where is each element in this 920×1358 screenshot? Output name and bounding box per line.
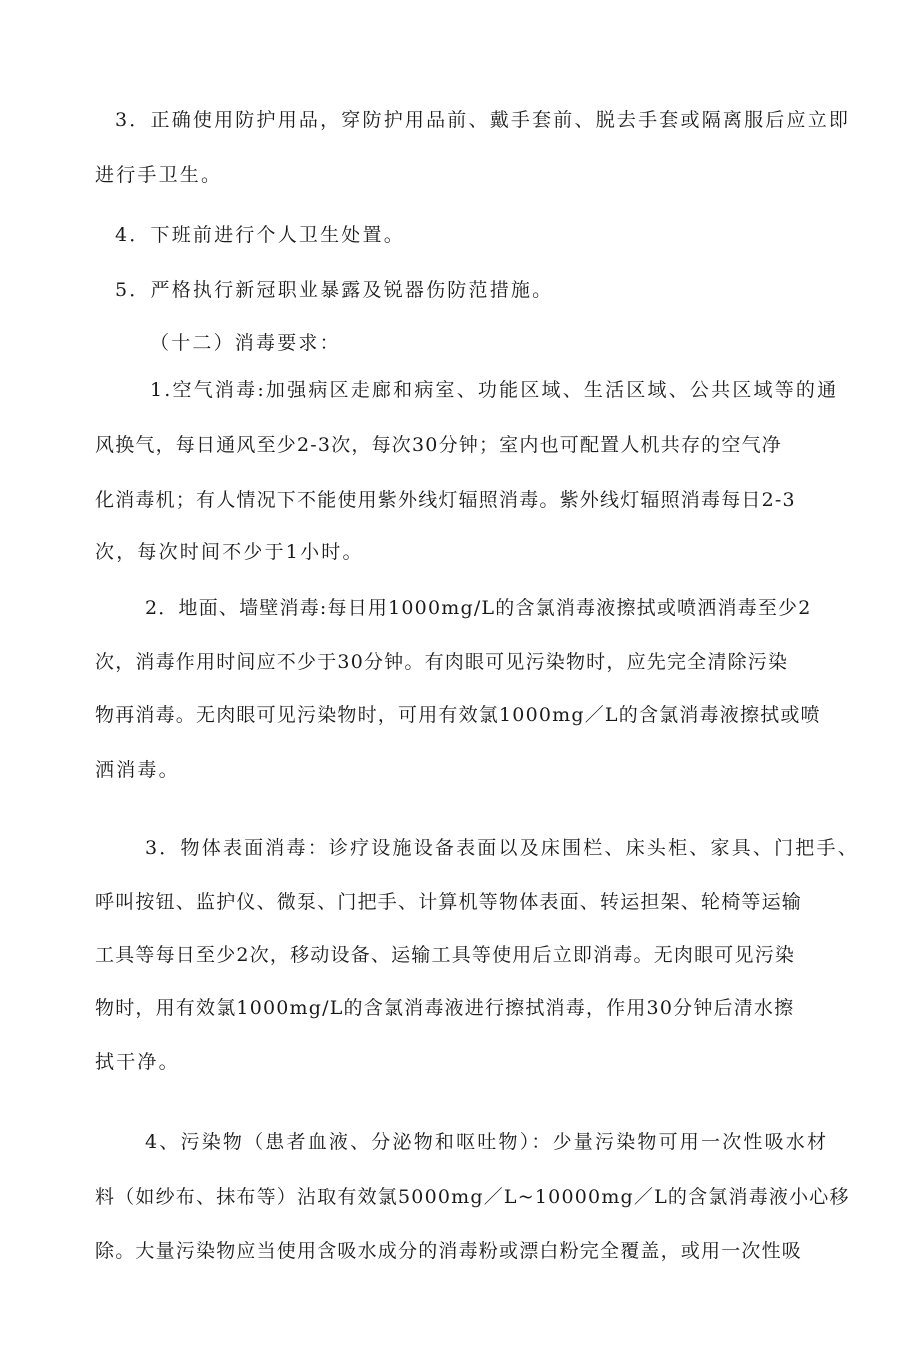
text-line: 2．地面、墙壁消毒:每日用1000mg/L的含氯消毒液擦拭或喷洒消毒至少2 [145, 597, 812, 619]
text-line: 4、污染物（患者血液、分泌物和呕吐物）：少量污染物可用一次性吸水材 [145, 1131, 829, 1153]
text-line: 次，每次时间不少于1小时。 [95, 541, 364, 563]
text-line: 1.空气消毒:加强病区走廊和病室、功能区域、生活区域、公共区域等的通 [150, 379, 839, 401]
text-line: 物再消毒。无肉眼可见污染物时，可用有效氯1000mg／L的含氯消毒液擦拭或喷 [95, 704, 821, 726]
text-line: 化消毒机；有人情况下不能使用紫外线灯辐照消毒。紫外线灯辐照消毒每日2-3 [95, 489, 796, 511]
text-line: 次，消毒作用时间应不少于30分钟。有肉眼可见污染物时，应先完全清除污染 [95, 651, 789, 673]
text-line: 进行手卫生。 [95, 164, 223, 186]
text-line: 料（如纱布、抹布等）沾取有效氯5000mg／L~10000mg／L的含氯消毒液小心移 [95, 1186, 850, 1208]
text-line: 4．下班前进行个人卫生处置。 [115, 224, 405, 246]
text-line: 呼叫按钮、监护仪、微泵、门把手、计算机等物体表面、转运担架、轮椅等运输 [95, 891, 803, 913]
text-line: 5．严格执行新冠职业暴露及锐器伤防范措施。 [115, 279, 554, 301]
text-line: 3．正确使用防护用品，穿防护用品前、戴手套前、脱去手套或隔离服后应立即 [115, 109, 851, 131]
text-line: 工具等每日至少2次，移动设备、运输工具等使用后立即消毒。无肉眼可见污染 [95, 944, 796, 966]
section-heading: （十二）消毒要求： [150, 332, 341, 354]
text-line: 风换气，每日通风至少2-3次，每次30分钟；室内也可配置人机共存的空气净 [95, 434, 782, 456]
text-line: 洒消毒。 [95, 759, 180, 781]
text-line: 物时，用有效氯1000mg/L的含氯消毒液进行擦拭消毒，作用30分钟后清水擦 [95, 997, 795, 1019]
text-line: 除。大量污染物应当使用含吸水成分的消毒粉或漂白粉完全覆盖，或用一次性吸 [95, 1240, 803, 1262]
text-line: 3．物体表面消毒：诊疗设施设备表面以及床围栏、床头柜、家具、门把手、 [145, 837, 859, 859]
text-line: 拭干净。 [95, 1051, 180, 1073]
